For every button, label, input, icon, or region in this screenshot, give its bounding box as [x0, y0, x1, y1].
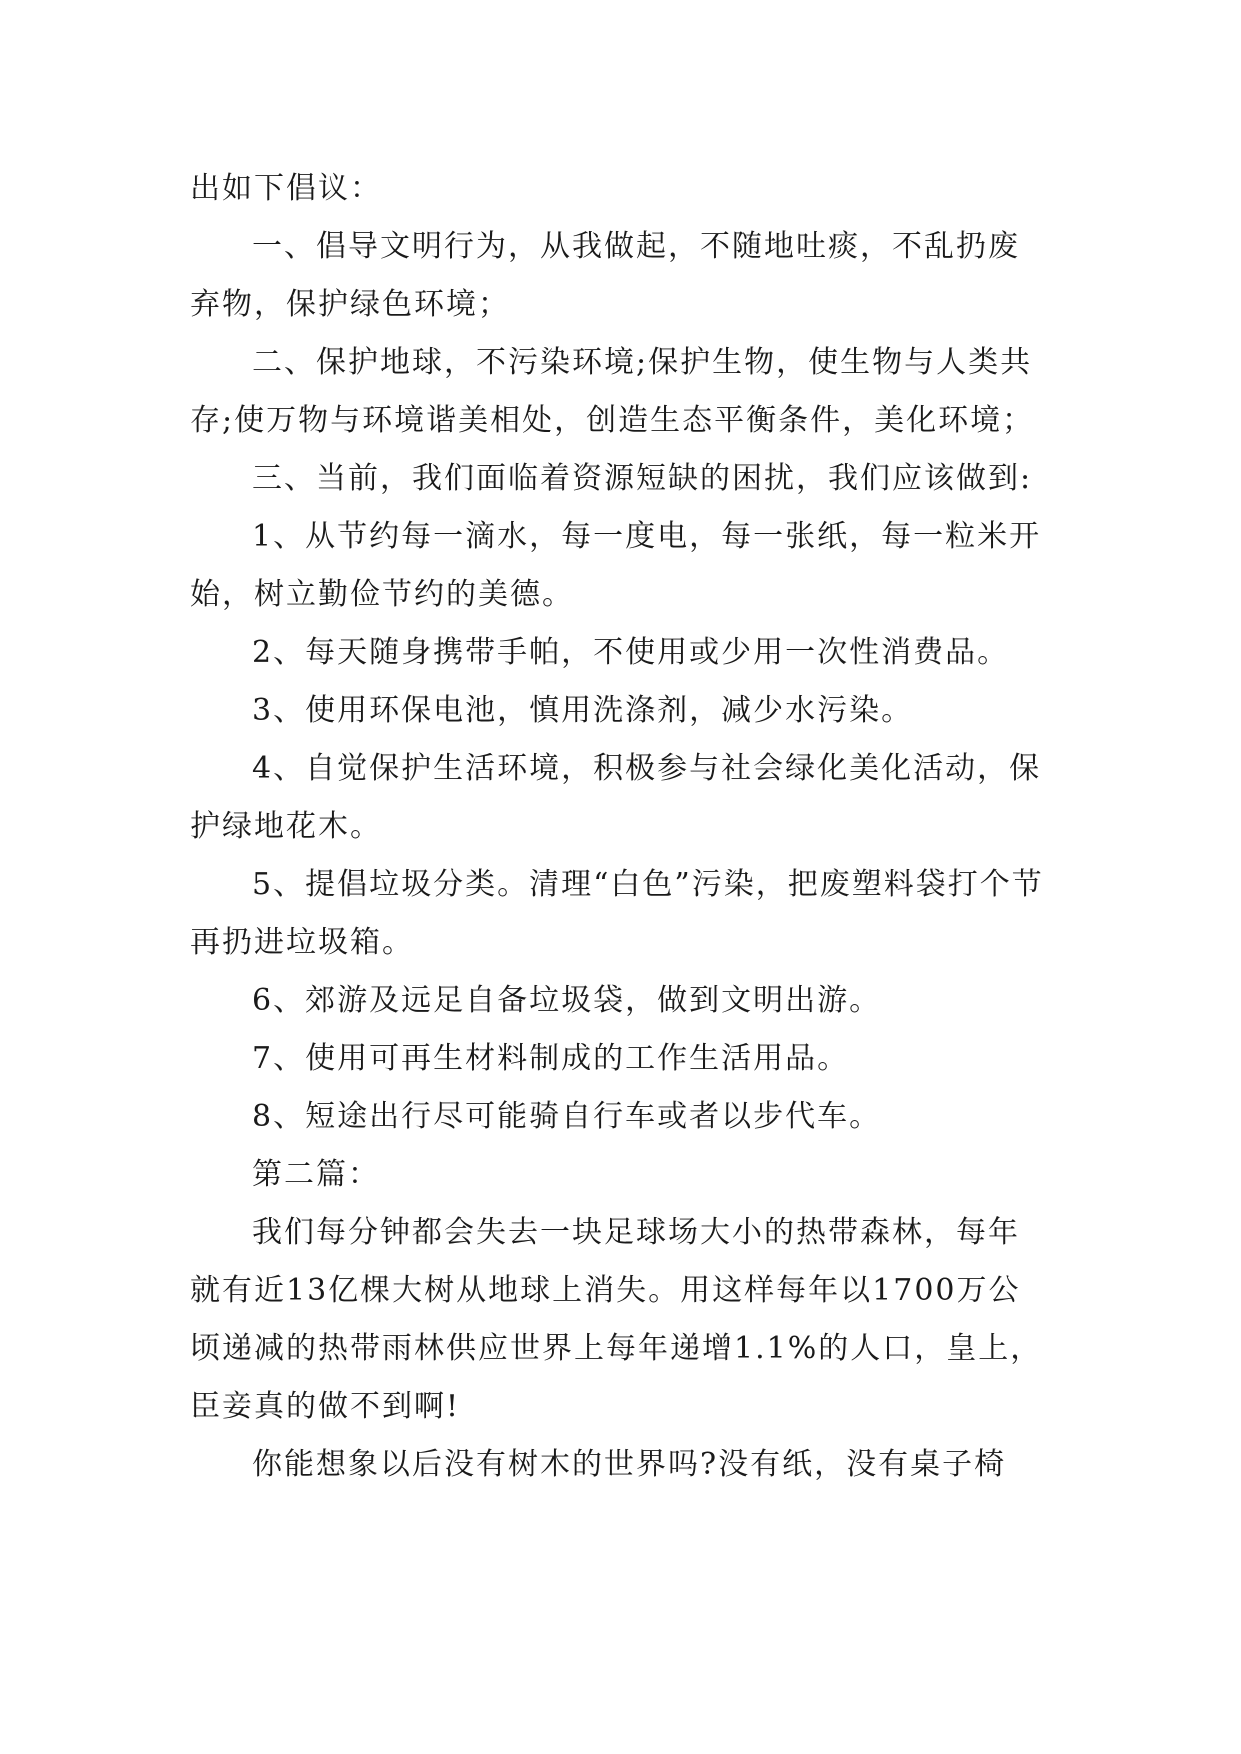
list-item-1: 1、从节约每一滴水，每一度电，每一张纸，每一粒米开始，树立勤俭节约的美德。	[190, 519, 1042, 612]
paragraph-proposal-3: 三、当前，我们面临着资源短缺的困扰，我们应该做到:	[252, 461, 1033, 496]
list-item-7: 7、使用可再生材料制成的工作生活用品。	[252, 1041, 850, 1076]
list-item-3: 3、使用环保电池，慎用洗涤剂，减少水污染。	[252, 693, 914, 728]
list-item-8: 8、短途出行尽可能骑自行车或者以步代车。	[252, 1099, 882, 1134]
paragraph-forest: 我们每分钟都会失去一块足球场大小的热带森林，每年就有近13亿棵大树从地球上消失。用这样每年以1700万公顷递减的热带雨林供应世界上每年递增1.1%的人口，皇上，臣妾真的做不到啊!	[190, 1215, 1043, 1424]
document-body	[190, 160, 1050, 1494]
list-item-2: 2、每天随身携带手帕，不使用或少用一次性消费品。	[252, 635, 1010, 670]
paragraph-proposal-1: 一、倡导文明行为，从我做起，不随地吐痰，不乱扔废弃物，保护绿色环境；	[190, 229, 1020, 322]
section-heading: 第二篇：	[252, 1157, 380, 1192]
list-item-6: 6、郊游及远足自备垃圾袋，做到文明出游。	[252, 983, 882, 1018]
paragraph-imagine: 你能想象以后没有树木的世界吗?没有纸，没有桌子椅	[252, 1447, 1007, 1482]
list-item-4: 4、自觉保护生活环境，积极参与社会绿化美化活动，保护绿地花木。	[190, 751, 1042, 844]
list-item-5: 5、提倡垃圾分类。清理“白色”污染，把废塑料袋打个节再扔进垃圾箱。	[190, 867, 1044, 960]
paragraph-proposal-2: 二、保护地球，不污染环境;保护生物，使生物与人类共存;使万物与环境谐美相处，创造生态平衡条件，美化环境；	[190, 345, 1035, 438]
paragraph-intro: 出如下倡议：	[190, 171, 382, 206]
